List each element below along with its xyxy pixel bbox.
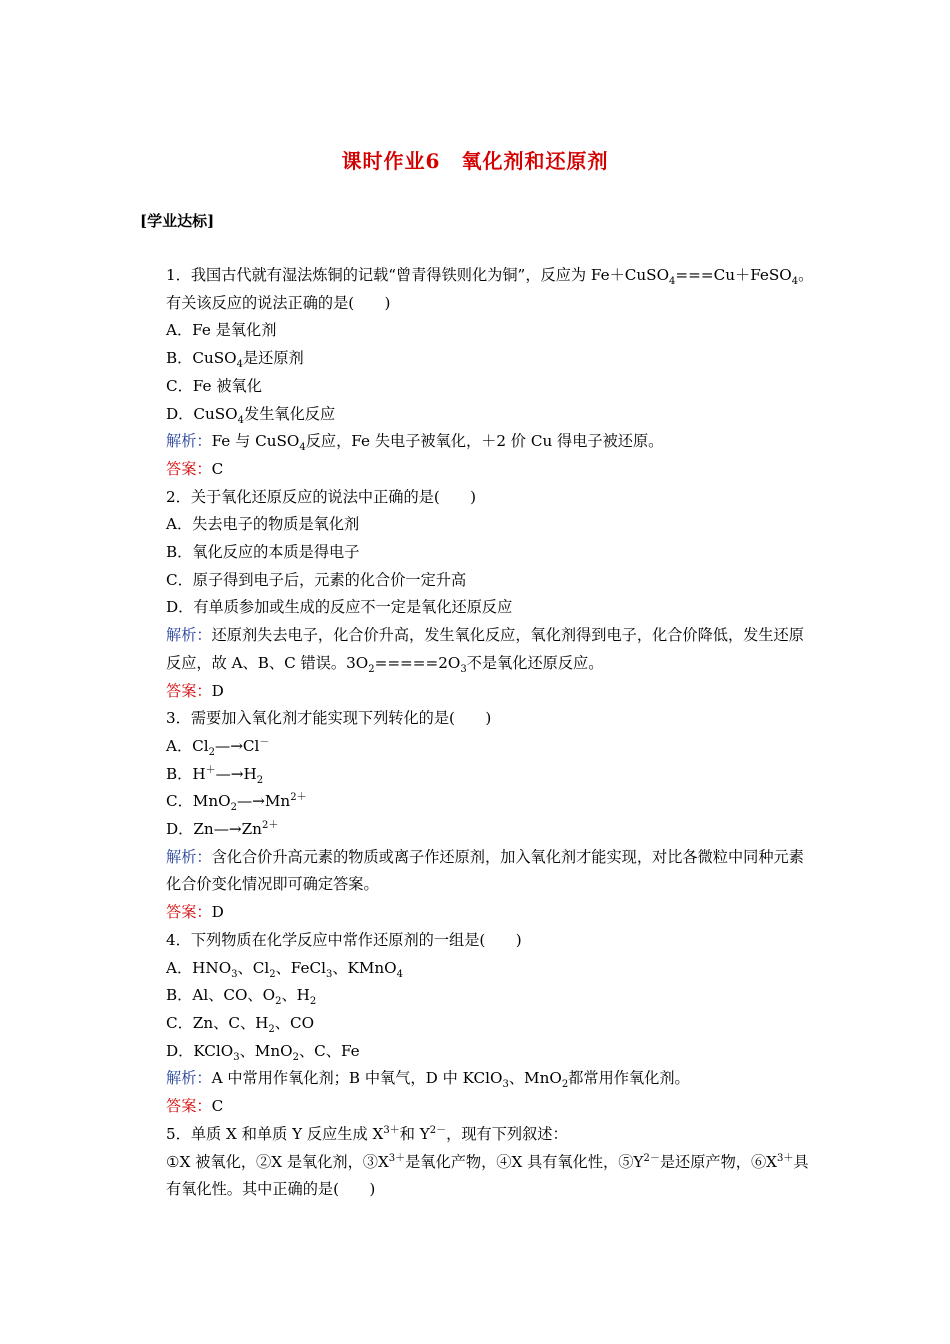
question-5-stem: 5．单质 X 和单质 Y 反应生成 $X^{3+}$和 $Y^{2-}$，现有下列叙述： — [166, 1124, 568, 1143]
question-4-stem: 4．下列物质在化学反应中常作还原剂的一组是( ) — [166, 930, 522, 949]
section-heading: [学业达标] — [140, 212, 215, 230]
question-1-option-d: D．CuSO$_4$发生氧化反应 — [166, 404, 336, 426]
explanation-label: 解析： — [166, 432, 212, 451]
question-3-explanation: 解析：含化合价升高元素的物质或离子作还原剂，加入氧化剂才能实现，对比各微粒中同种元素化合价变化情况即可确定答案。 — [166, 847, 804, 894]
question-1-stem: 1．我国古代就有湿法炼铜的记载“曾青得铁则化为铜”，反应为 Fe＋CuSO$_4$===Cu＋FeSO$_4$。有关该反应的说法正确的是( ) — [166, 266, 814, 312]
question-4-option-d: D．KClO$_3$、MnO$_2$、C、Fe — [166, 1041, 360, 1063]
question-1-explanation: 解析：Fe 与 CuSO$_4$反应，Fe 失电子被氧化，＋2 价 Cu 得电子被还原。 — [166, 432, 664, 454]
question-2-answer: 答案：D — [166, 681, 224, 700]
question-4-option-c: C．Zn、C、$H_2$、CO — [166, 1013, 315, 1036]
question-3-option-c: C．$MnO_2—\to Mn^{2+}$ — [166, 792, 307, 814]
question-1-option-a: A．Fe 是氧化剂 — [166, 321, 277, 340]
explanation-label: 解析： — [166, 1069, 212, 1088]
question-2-stem: 2．关于氧化还原反应的说法中正确的是( ) — [166, 487, 477, 506]
question-2-option-a: A．失去电子的物质是氧化剂 — [166, 515, 360, 534]
question-1-option-c: C．Fe 被氧化 — [166, 376, 262, 395]
question-5-statements: ①X 被氧化，②X 是氧化剂，$③X^{3+}$是氧化产物，④X 具有氧化性，$⑤Y^{2-}$是还原产物，$⑥X^{3+}$具有氧化性。其中正确的是( ) — [166, 1152, 809, 1199]
explanation-label: 解析： — [166, 847, 212, 866]
question-4-answer: 答案：C — [166, 1097, 224, 1116]
question-2-explanation: 解析：还原剂失去电子，化合价升高，发生氧化反应，氧化剂得到电子，化合价降低，发生还原反应，故 A、B、C 错误。$3O_2=====2O_3$不是氧化还原反应。 — [166, 626, 804, 675]
question-3-stem: 3．需要加入氧化剂才能实现下列转化的是( ) — [166, 709, 492, 728]
answer-label: 答案： — [166, 681, 212, 700]
question-3-option-d: D．$Zn—\to Zn^{2+}$ — [166, 820, 279, 839]
question-3-answer: 答案：D — [166, 903, 224, 922]
question-4-option-b: B．Al、CO、$O_2$、$H_2$ — [166, 986, 317, 1008]
answer-label: 答案： — [166, 903, 212, 922]
question-2-option-b: B．氧化反应的本质是得电子 — [166, 543, 360, 562]
question-2-option-d: D．有单质参加或生成的反应不一定是氧化还原反应 — [166, 598, 513, 617]
question-4-option-a: A．$HNO_3$、$Cl_2$、FeCl$_3$、KMnO$_4$ — [166, 958, 404, 980]
answer-label: 答案： — [166, 1097, 212, 1116]
question-4-explanation: 解析：A 中常用作氧化剂；B 中氧气，D 中 KClO$_3$、MnO$_2$都常用作氧化剂。 — [166, 1069, 690, 1091]
question-list — [138, 262, 818, 1204]
question-1-answer: 答案：C — [166, 459, 224, 478]
question-3-option-b: B．$H^+—\to H_2$ — [166, 764, 264, 786]
page-title: 课时作业6 氧化剂和还原剂 — [341, 149, 609, 173]
question-1-option-b: B．CuSO$_4$是还原剂 — [166, 349, 304, 371]
answer-label: 答案： — [166, 459, 212, 478]
question-2-option-c: C．原子得到电子后，元素的化合价一定升高 — [166, 570, 467, 589]
explanation-label: 解析： — [166, 626, 212, 645]
question-3-option-a: A．$Cl_2—\to Cl^-$ — [166, 736, 270, 758]
